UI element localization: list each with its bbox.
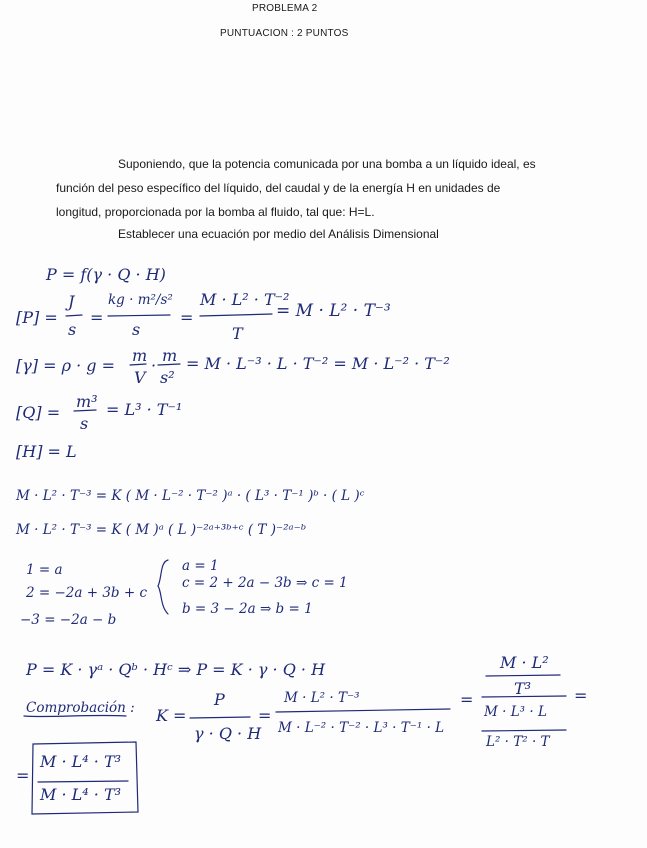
final-equation: P = K · γᵃ · Qᵇ · Hᶜ ⇒ P = K · γ · Q · H <box>26 660 326 679</box>
statement-line-1: Suponiendo, que la potencia comunicada por una bomba a un líquido ideal, es <box>118 157 536 171</box>
check-fraction-bar-4 <box>482 730 566 731</box>
dim-gamma-meter: m <box>162 346 178 365</box>
check-label: Comprobación : <box>26 700 135 716</box>
p-fraction-bar-3 <box>200 314 272 316</box>
dim-p-eq-1: = <box>90 308 104 327</box>
statement-line-2: función del peso específico del líquido, del caudal y de la energía H en unidades de <box>56 181 501 195</box>
check-power: P <box>214 690 225 709</box>
dim-p-joule: J <box>68 292 75 311</box>
dim-p-second-1: s <box>68 320 77 339</box>
system-brace <box>158 560 168 614</box>
boxed-eq: = <box>16 766 30 785</box>
check-denominator-2: M · L⁻² · T⁻² · L³ · T⁻¹ · L <box>278 720 445 736</box>
p-fraction-bar-2 <box>108 315 170 316</box>
dim-q-result: = L³ · T⁻¹ <box>106 400 183 419</box>
statement-line-3: longitud, proporcionada por la bomba al fluido, tal que: H=L. <box>56 205 375 219</box>
dim-q-s: s <box>80 414 89 433</box>
dimensional-equation-1: M · L² · T⁻³ = K ( M · L⁻² · T⁻² )ᵃ · ( L³ · T⁻¹ )ᵇ · ( L )ᶜ <box>16 488 365 504</box>
check-denominator-3: L² · T² · T <box>486 734 550 750</box>
boxed-fraction-bar <box>38 781 128 782</box>
check-denominator: γ · Q · H <box>194 724 262 743</box>
system-eq-1: 1 = a <box>26 562 63 578</box>
final-rhs-denominator: T³ <box>514 679 532 698</box>
check-fraction-bar-1 <box>190 717 250 718</box>
dim-p-eq-2: = <box>180 308 194 327</box>
solution-a: a = 1 <box>182 558 219 574</box>
dim-p-denominator: T <box>232 324 243 343</box>
dim-h: [H] = L <box>16 442 77 461</box>
dimensional-equation-2: M · L² · T⁻³ = K ( M )ᵃ ( L )⁻²ᵃ⁺³ᵇ⁺ᶜ ( T )⁻²ᵃ⁻ᵇ <box>16 522 307 538</box>
problem-title: PROBLEMA 2 <box>252 3 318 14</box>
dim-gamma-mass: m <box>132 346 148 365</box>
statement-line-4: Establecer una ecuación por medio del Análisis Dimensional <box>118 227 439 241</box>
dim-p-numerator: M · L² · T⁻² <box>200 290 290 309</box>
system-eq-3: −3 = −2a − b <box>20 612 117 628</box>
solution-b: b = 3 − 2a ⇒ b = 1 <box>182 601 313 617</box>
boxed-denominator: M · L⁴ · T³ <box>40 785 122 804</box>
solution-c: c = 2 + 2a − 3b ⇒ c = 1 <box>182 575 348 591</box>
final-fraction-bar <box>486 675 560 676</box>
function-relation: P = f(γ · Q · H) <box>46 265 166 284</box>
final-rhs-numerator: M · L² <box>500 653 549 672</box>
check-fraction-bar-2 <box>276 709 450 712</box>
check-eq-1: = <box>258 706 272 725</box>
check-eq-3: = <box>574 686 588 705</box>
check-numerator-2: M · L² · T⁻³ <box>284 690 360 706</box>
dim-gamma-s2: s² <box>160 368 175 387</box>
check-k: K = <box>156 706 187 725</box>
dim-p-second-2: s <box>132 320 141 339</box>
dim-gamma-dot: · <box>151 356 157 375</box>
score-line: PUNTUACION : 2 PUNTOS <box>220 28 349 39</box>
dim-gamma-result: = M · L⁻³ · L · T⁻² = M · L⁻² · T⁻² <box>186 354 450 373</box>
boxed-numerator: M · L⁴ · T³ <box>40 752 122 771</box>
p-fraction-bar-1 <box>66 315 82 316</box>
dim-p-kg: kg · m²/s² <box>108 292 173 308</box>
dim-q-lhs: [Q] = <box>16 403 61 422</box>
dim-q-m3: m³ <box>76 392 98 411</box>
dim-gamma-volume: V <box>134 368 146 387</box>
check-numerator-3: M · L³ · L <box>484 704 547 720</box>
dim-gamma-lhs: [γ] = ρ · g = <box>16 356 116 375</box>
dim-p-result: = M · L² · T⁻³ <box>276 301 391 321</box>
system-eq-2: 2 = −2a + 3b + c <box>26 585 148 601</box>
check-eq-2: = <box>460 690 474 709</box>
dim-p-lhs: [P] = <box>16 308 58 327</box>
